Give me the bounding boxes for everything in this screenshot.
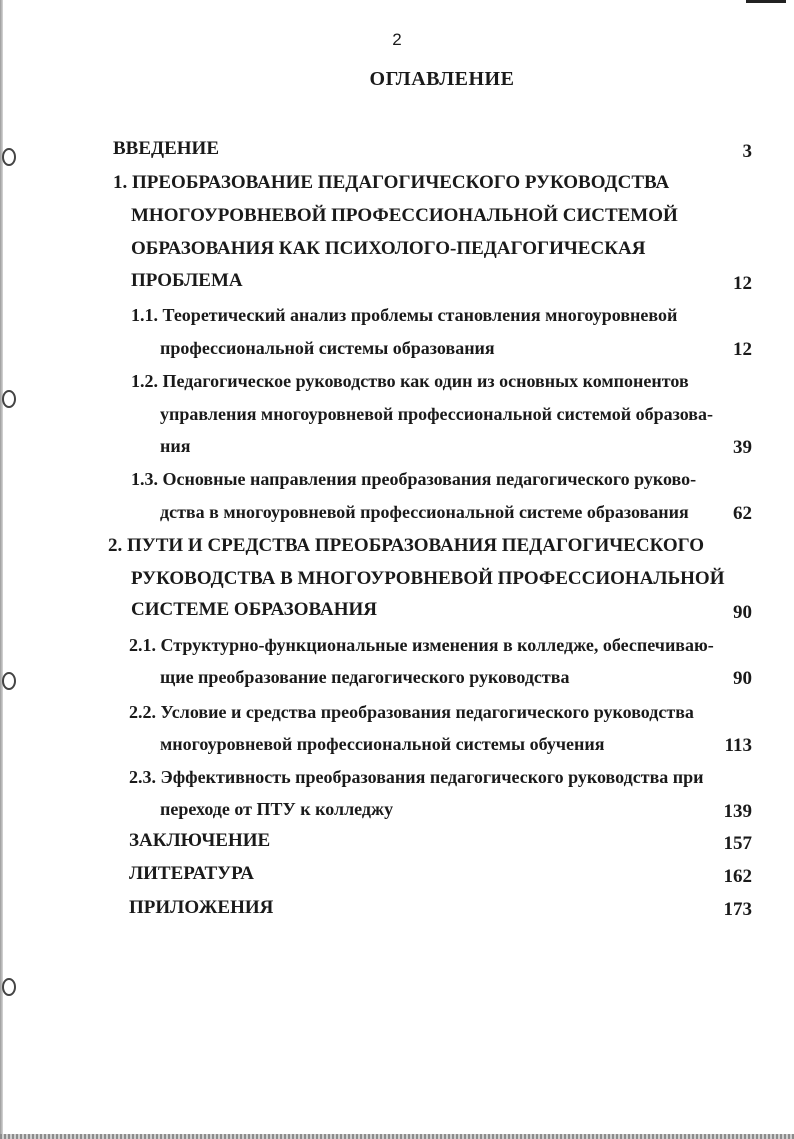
toc-section-1-3-line: 1.3. Основные направления преобразования педагогического руково- — [131, 469, 697, 489]
toc-conclusion-page: 157 — [723, 833, 752, 854]
toc-intro-page: 3 — [742, 141, 752, 162]
toc-chapter-2-line: 2. ПУТИ И СРЕДСТВА ПРЕОБРАЗОВАНИЯ ПЕДАГОГИЧЕСКОГО — [108, 535, 705, 556]
toc-section-2-1-page: 90 — [733, 668, 752, 689]
punch-hole — [2, 978, 16, 996]
toc-appendices-page: 173 — [723, 899, 752, 920]
toc-section-2-2-line: многоуровневой профессиональной системы обучения — [160, 734, 605, 754]
toc-section-2-2-page: 113 — [724, 735, 752, 756]
toc-appendices-title: ПРИЛОЖЕНИЯ — [129, 897, 274, 918]
toc-section-2-2-line: 2.2. Условие и средства преобразования педагогического руководства — [129, 702, 694, 722]
toc-section-1-1-line: 1.1. Теоретический анализ проблемы становления многоуровневой — [131, 305, 678, 325]
toc-section-2-1-line: 2.1. Структурно-функциональные изменения в колледже, обеспечиваю- — [129, 635, 714, 655]
toc-chapter-2-line: РУКОВОДСТВА В МНОГОУРОВНЕВОЙ ПРОФЕССИОНАЛЬНОЙ — [131, 568, 725, 589]
toc-section-1-2-line: 1.2. Педагогическое руководство как один из основных компонентов — [131, 371, 689, 391]
toc-section-1-3-page: 62 — [733, 503, 752, 524]
toc-chapter-1-line: ОБРАЗОВАНИЯ КАК ПСИХОЛОГО-ПЕДАГОГИЧЕСКАЯ — [131, 238, 646, 259]
toc-section-1-2-line: управления многоуровневой профессиональной системой образова- — [160, 404, 713, 424]
toc-chapter-1-line: 1. ПРЕОБРАЗОВАНИЕ ПЕДАГОГИЧЕСКОГО РУКОВОДСТВА — [113, 172, 670, 193]
toc-chapter-1-page: 12 — [733, 273, 752, 294]
toc-section-1-2-page: 39 — [733, 437, 752, 458]
toc-literature-title: ЛИТЕРАТУРА — [129, 863, 255, 884]
toc-chapter-1-line: МНОГОУРОВНЕВОЙ ПРОФЕССИОНАЛЬНОЙ СИСТЕМОЙ — [131, 205, 678, 226]
toc-section-1-2-line: ния — [160, 436, 191, 456]
scan-edge-bottom — [0, 1134, 794, 1139]
punch-hole — [2, 148, 16, 166]
toc-section-1-3-line: дства в многоуровневой профессиональной системе образования — [160, 502, 689, 522]
toc-section-1-1-line: профессиональной системы образования — [160, 338, 495, 358]
toc-literature-page: 162 — [723, 866, 752, 887]
toc-section-2-1-line: щие преобразование педагогического руководства — [160, 667, 570, 687]
toc-intro-title: ВВЕДЕНИЕ — [113, 138, 219, 159]
page-number: 2 — [392, 30, 402, 49]
toc-title: ОГЛАВЛЕНИЕ — [369, 68, 515, 90]
punch-hole — [2, 390, 16, 408]
toc-conclusion-title: ЗАКЛЮЧЕНИЕ — [129, 830, 271, 851]
toc-section-2-3-line: 2.3. Эффективность преобразования педагогического руководства при — [129, 767, 704, 787]
toc-section-2-3-line: переходе от ПТУ к колледжу — [160, 799, 394, 819]
punch-hole — [2, 672, 16, 690]
toc-chapter-1-line: ПРОБЛЕМА — [131, 270, 243, 291]
toc-section-1-1-page: 12 — [733, 339, 752, 360]
toc-section-2-3-page: 139 — [723, 801, 752, 822]
scan-edge-left — [0, 0, 3, 1139]
toc-chapter-2-line: СИСТЕМЕ ОБРАЗОВАНИЯ — [131, 599, 377, 620]
scan-corner-mark — [746, 0, 786, 3]
toc-chapter-2-page: 90 — [733, 602, 752, 623]
